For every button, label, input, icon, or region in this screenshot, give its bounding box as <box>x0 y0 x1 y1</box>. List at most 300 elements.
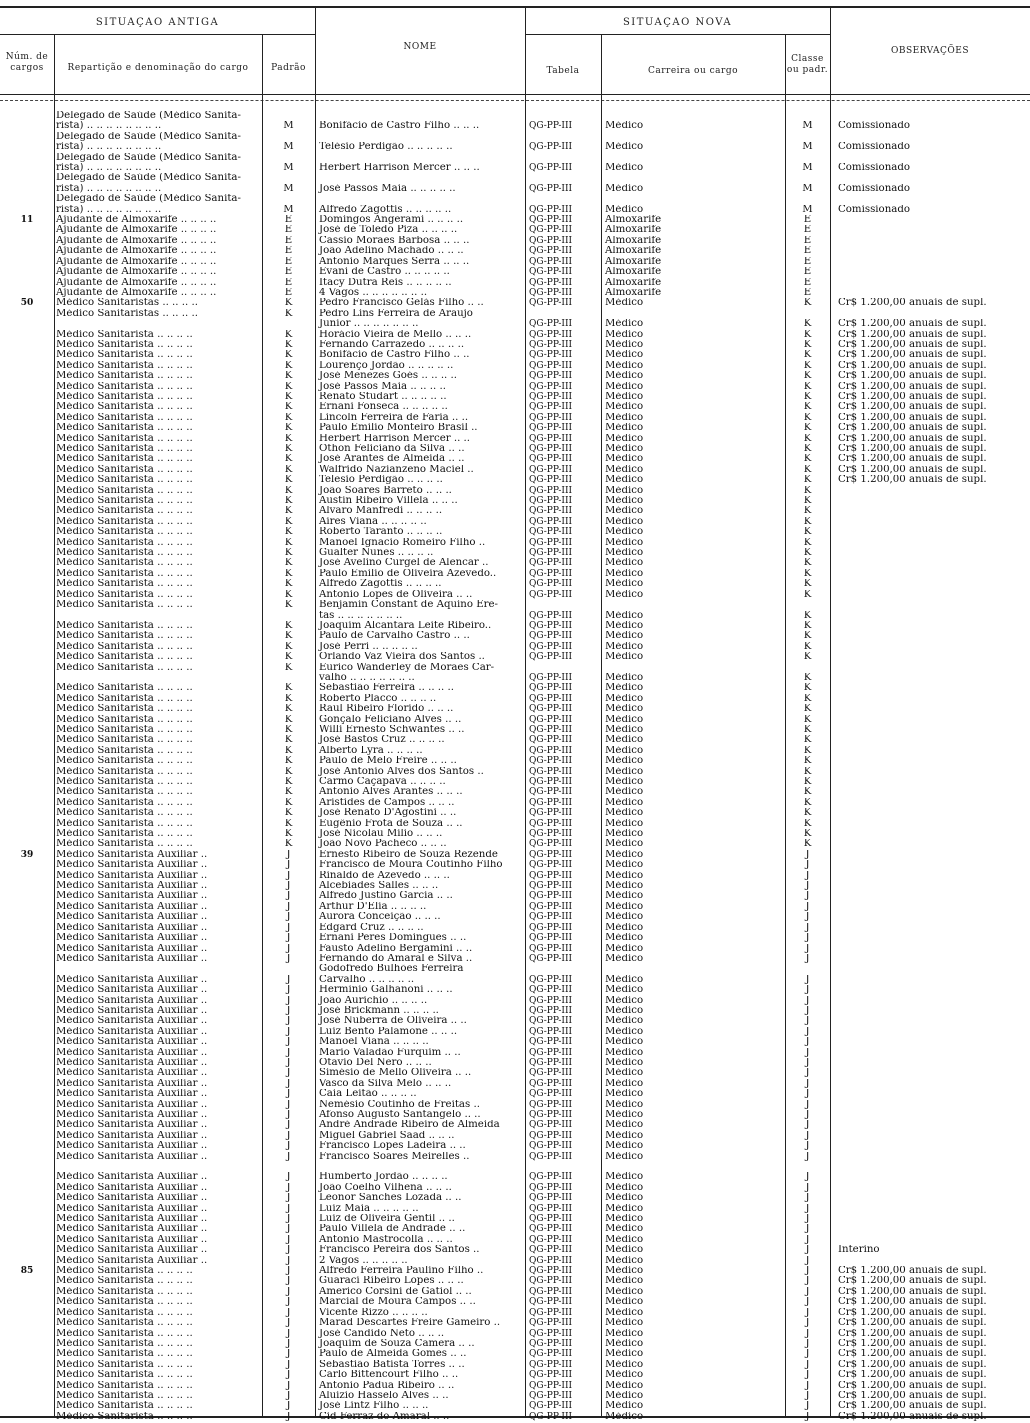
header-new-situation: SITUAÇAO NOVA <box>622 17 733 28</box>
classe-cell: K <box>803 808 812 819</box>
table-row <box>0 1152 1030 1162</box>
num-cargos-cell <box>0 205 54 215</box>
table-row <box>0 746 1030 756</box>
cargo-cell: Médico Sanitarista .. .. .. .. <box>56 496 193 507</box>
padrao-cell <box>262 153 315 163</box>
tabela-cell: QG-PP-III <box>529 142 573 153</box>
carreira-cell: Almoxarife <box>605 246 662 257</box>
classe-cell: J <box>805 1172 810 1183</box>
tabela-cell: QG-PP-III <box>529 579 573 590</box>
classe-cell: J <box>805 1078 810 1089</box>
classe-cell: K <box>803 298 812 309</box>
carreira-cell: Médico <box>605 829 644 840</box>
cargo-cell: Ajudante de Almoxarife .. .. .. .. <box>56 235 217 246</box>
observacoes-cell <box>830 194 1030 204</box>
tabela-cell: QG-PP-III <box>529 1255 573 1266</box>
padrao-cell <box>262 964 315 974</box>
nome-cell: Ernani Fonseca .. .. .. .. .. <box>319 402 448 413</box>
nome-cell: José Passos Maia .. .. .. .. .. <box>319 183 456 194</box>
tabela-cell: QG-PP-III <box>529 1380 573 1391</box>
num-cargos-cell <box>0 1391 54 1401</box>
observacoes-cell <box>830 1162 1030 1172</box>
classe-cell: J <box>805 1214 810 1225</box>
carreira-cell: Médico <box>605 464 644 475</box>
num-cargos-cell <box>0 1245 54 1255</box>
cargo-cell: Médico Sanitarista Auxiliar .. <box>56 1255 208 1266</box>
classe-cell: J <box>805 1047 810 1058</box>
num-cargos-cell <box>0 444 54 454</box>
cargo-cell: Médico Sanitarista Auxiliar .. <box>56 1151 208 1162</box>
nome-cell: Fernando Carrazedo .. .. .. .. <box>319 339 465 350</box>
table-row <box>0 194 1030 204</box>
carreira-cell <box>601 111 785 121</box>
observacoes-cell <box>830 590 1030 600</box>
table-row <box>0 1110 1030 1120</box>
observacoes-cell: Comissionado <box>838 183 910 194</box>
padrao-cell: J <box>286 1193 291 1204</box>
classe-cell: J <box>805 1370 810 1381</box>
carreira-cell: Médico <box>605 901 644 912</box>
nome-cell: Afonso Augusto Santangelo .. .. <box>319 1110 481 1120</box>
carreira-cell: Médico <box>605 391 644 402</box>
classe-cell: J <box>805 1130 810 1141</box>
tabela-cell: QG-PP-III <box>529 1234 573 1245</box>
nome-cell: Luiz de Oliveira Gentil .. .. <box>319 1214 455 1225</box>
tabela-cell: QG-PP-III <box>529 1057 573 1068</box>
tabela-cell: QG-PP-III <box>529 558 573 569</box>
classe-cell: K <box>803 464 812 475</box>
classe-cell: J <box>805 1255 810 1266</box>
observacoes-cell <box>830 1131 1030 1141</box>
padrao-cell: J <box>286 881 291 892</box>
num-cargos-cell <box>0 361 54 371</box>
padrao-cell: J <box>286 1234 291 1245</box>
table-row <box>0 1349 1030 1359</box>
num-cargos-cell <box>0 1276 54 1286</box>
padrao-cell: J <box>286 995 291 1006</box>
observacoes-cell <box>830 902 1030 912</box>
tabela-cell: QG-PP-III <box>529 444 573 454</box>
num-cargos-cell <box>0 777 54 787</box>
table-row <box>0 912 1030 922</box>
table-row <box>0 340 1030 350</box>
table-row <box>0 548 1030 558</box>
classe-cell: K <box>803 391 812 402</box>
cargo-cell: Médico Sanitarista .. .. .. .. <box>56 631 193 642</box>
num-cargos-cell <box>0 829 54 839</box>
nome-cell: José Passos Maia .. .. .. .. <box>319 381 446 392</box>
nome-cell: Francisco de Moura Coutinho Filho <box>319 860 503 871</box>
num-cargos-cell <box>0 756 54 766</box>
nome-cell: Antonio Alves Arantes .. .. .. <box>319 787 463 798</box>
nome-cell: Domingos Angerami .. .. .. .. <box>319 215 464 226</box>
tabela-cell: QG-PP-III <box>529 1401 573 1412</box>
observacoes-cell <box>830 1048 1030 1058</box>
carreira-cell <box>601 663 785 673</box>
tabela-cell: QG-PP-III <box>529 183 573 194</box>
padrao-cell <box>262 319 315 329</box>
padrao-cell: K <box>284 548 293 559</box>
classe-cell: E <box>803 287 812 298</box>
table-row <box>0 1037 1030 1047</box>
observacoes-cell <box>830 819 1030 829</box>
cargo-cell: Médico Sanitarista .. .. .. .. <box>56 735 193 746</box>
observacoes-cell <box>830 839 1030 849</box>
carreira-cell: Médico <box>605 683 644 694</box>
cargo-cell: Médico Sanitarista .. .. .. .. <box>56 339 193 350</box>
observacoes-cell <box>830 538 1030 548</box>
num-cargos-cell <box>0 673 54 683</box>
table-row <box>0 215 1030 225</box>
num-cargos-cell <box>0 923 54 933</box>
padrao-cell: K <box>284 683 293 694</box>
observacoes-cell <box>830 767 1030 777</box>
observacoes-cell <box>830 1068 1030 1078</box>
nome-cell: José Menezes Goés .. .. .. .. <box>319 371 458 382</box>
padrao-cell: J <box>286 1390 291 1401</box>
observacoes-cell <box>830 257 1030 267</box>
carreira-cell: Médico <box>605 1110 644 1120</box>
classe-cell: K <box>803 568 812 579</box>
classe-cell: K <box>803 402 812 413</box>
carreira-cell: Médico <box>605 1141 644 1152</box>
cargo-cell: Médico Sanitarista .. .. .. .. <box>56 485 193 496</box>
cargo-cell: Médico Sanitarista Auxiliar .. <box>56 1026 208 1037</box>
table-row <box>0 257 1030 267</box>
tabela-cell: QG-PP-III <box>529 735 573 746</box>
tabela-cell: QG-PP-III <box>529 672 573 683</box>
tabela-cell: QG-PP-III <box>529 1276 573 1287</box>
num-cargos-cell <box>0 163 54 173</box>
table-row <box>0 944 1030 954</box>
table-row <box>0 173 1030 183</box>
observacoes-cell <box>830 1120 1030 1130</box>
cargo-cell: Delegado de Saúde (Médico Sanita- <box>56 131 241 142</box>
nome-cell: Antonio Lopes de Oliveira .. .. <box>319 589 473 600</box>
observacoes-cell <box>830 923 1030 933</box>
table-row <box>0 1401 1030 1411</box>
table-row <box>0 517 1030 527</box>
nome-cell: Carlo Bittencourt Filho .. .. <box>319 1370 459 1381</box>
cargo-cell: Médico Sanitarista Auxiliar .. <box>56 1110 208 1120</box>
observacoes-cell <box>830 1256 1030 1266</box>
nome-cell: André Andrade Ribeiro de Almeida <box>319 1120 500 1131</box>
table-row <box>0 1370 1030 1380</box>
cargo-cell: Médico Sanitarista Auxiliar .. <box>56 995 208 1006</box>
nome-cell: Aires Viana .. .. .. .. .. <box>319 516 427 527</box>
tabela-cell: QG-PP-III <box>529 714 573 725</box>
table-row <box>0 569 1030 579</box>
observacoes-cell: Cr$ 1.200,00 anuais de supl. <box>838 350 987 361</box>
tabela-cell: QG-PP-III <box>529 204 573 215</box>
classe-cell: J <box>805 985 810 996</box>
classe-cell: J <box>805 1224 810 1235</box>
num-cargos-cell <box>0 434 54 444</box>
padrao-cell: J <box>286 1078 291 1089</box>
nome-cell: Alfredo Ferreira Paulino Filho .. <box>319 1266 484 1277</box>
table-row <box>0 132 1030 142</box>
num-cargos-cell <box>0 194 54 204</box>
cargo-cell: Médico Sanitarista .. .. .. .. <box>56 1349 193 1360</box>
padrao-cell: K <box>284 371 293 382</box>
carreira-cell <box>601 964 785 974</box>
table-row <box>0 246 1030 256</box>
num-cargos-cell <box>0 371 54 381</box>
cargo-cell: Ajudante de Almoxarife .. .. .. .. <box>56 215 217 226</box>
nome-cell: Aristides de Campos .. .. .. <box>319 797 455 808</box>
classe-cell: K <box>803 766 812 777</box>
observacoes-cell <box>830 1152 1030 1162</box>
classe-cell: E <box>803 267 812 278</box>
num-cargos-cell <box>0 1204 54 1214</box>
observacoes-cell <box>830 975 1030 985</box>
table-row <box>0 871 1030 881</box>
cargo-cell: Médico Sanitarista Auxiliar .. <box>56 891 208 902</box>
cargo-cell: Ajudante de Almoxarife .. .. .. .. <box>56 267 217 278</box>
observacoes-cell <box>830 1058 1030 1068</box>
classe-cell <box>785 1162 830 1172</box>
nome-cell: Otavio Del Nero .. .. .. <box>319 1057 432 1068</box>
nome-cell: José Avelino Curgel de Alencar .. <box>319 558 489 569</box>
classe-cell <box>785 964 830 974</box>
observacoes-cell <box>830 153 1030 163</box>
nome-cell: José de Toledo Piza .. .. .. .. <box>319 225 458 236</box>
cargo-cell: Médico Sanitarista Auxiliar .. <box>56 1099 208 1110</box>
num-cargos-cell <box>0 579 54 589</box>
observacoes-cell <box>830 944 1030 954</box>
num-cargos-cell <box>0 350 54 360</box>
num-cargos-cell <box>0 590 54 600</box>
tabela-cell: QG-PP-III <box>529 506 573 517</box>
padrao-cell: K <box>284 506 293 517</box>
carreira-cell: Médico <box>605 506 644 517</box>
carreira-cell: Almoxarife <box>605 256 662 267</box>
padrao-cell: E <box>284 287 293 298</box>
tabela-cell: QG-PP-III <box>529 808 573 819</box>
cargo-cell: Médico Sanitarista Auxiliar .. <box>56 860 208 871</box>
classe-cell: J <box>805 1338 810 1349</box>
tabela-cell: QG-PP-III <box>529 1328 573 1339</box>
carreira-cell: Médico <box>605 516 644 527</box>
tabela-cell: QG-PP-III <box>529 901 573 912</box>
padrao-cell: J <box>286 1068 291 1079</box>
tabela-cell: QG-PP-III <box>529 548 573 559</box>
padrao-cell: J <box>286 1318 291 1329</box>
num-cargos-cell <box>0 1058 54 1068</box>
tabela-cell: QG-PP-III <box>529 1120 573 1131</box>
nome-cell: Antonio Marques Serra .. .. .. <box>319 256 470 267</box>
padrao-cell: J <box>286 933 291 944</box>
padrao-cell: J <box>286 1110 291 1120</box>
padrao-cell: E <box>284 235 293 246</box>
padrao-cell: K <box>284 402 293 413</box>
padrao-cell: J <box>286 1099 291 1110</box>
num-cargos-cell <box>0 121 54 131</box>
classe-cell: J <box>805 1110 810 1120</box>
padrao-cell: J <box>286 985 291 996</box>
num-cargos-cell <box>0 173 54 183</box>
tabela-cell: QG-PP-III <box>529 1110 573 1120</box>
observacoes-cell: Cr$ 1.200,00 anuais de supl. <box>838 1318 987 1329</box>
nome-cell: Willi Ernesto Schwantes .. .. <box>319 724 465 735</box>
table-row <box>0 902 1030 912</box>
cargo-cell: Ajudante de Almoxarife .. .. .. .. <box>56 256 217 267</box>
carreira-cell: Médico <box>605 183 644 194</box>
table-row <box>0 465 1030 475</box>
observacoes-cell <box>830 850 1030 860</box>
table-row <box>0 1120 1030 1130</box>
num-cargos-cell <box>0 944 54 954</box>
cargo-cell: Médico Sanitarista .. .. .. .. <box>56 371 193 382</box>
classe-cell: J <box>805 1026 810 1037</box>
padrao-cell: K <box>284 745 293 756</box>
tabela-cell: QG-PP-III <box>529 339 573 350</box>
table-row <box>0 1318 1030 1328</box>
padrao-cell <box>262 132 315 142</box>
carreira-cell <box>601 1162 785 1172</box>
padrao-cell: M <box>283 142 294 153</box>
carreira-cell: Médico <box>605 381 644 392</box>
table-row <box>0 850 1030 860</box>
table-row <box>0 590 1030 600</box>
cargo-cell: Médico Sanitarista Auxiliar .. <box>56 1234 208 1245</box>
num-cargos-cell <box>0 1027 54 1037</box>
carreira-cell: Médico <box>605 579 644 590</box>
classe-cell: E <box>803 225 812 236</box>
classe-cell: K <box>803 839 812 850</box>
num-cargos-cell <box>0 142 54 152</box>
padrao-cell: K <box>284 537 293 548</box>
carreira-cell: Médico <box>605 1214 644 1225</box>
tabela-cell: QG-PP-III <box>529 1214 573 1225</box>
num-cargos-cell <box>0 1183 54 1193</box>
num-cargos-cell <box>0 454 54 464</box>
num-cargos-cell <box>0 683 54 693</box>
classe-cell <box>785 194 830 204</box>
tabela-cell: QG-PP-III <box>529 620 573 631</box>
padrao-cell: K <box>284 829 293 840</box>
padrao-cell: K <box>284 766 293 777</box>
observacoes-cell <box>830 912 1030 922</box>
tabela-cell: QG-PP-III <box>529 860 573 871</box>
carreira-cell: Médico <box>605 402 644 413</box>
table-row <box>0 1245 1030 1255</box>
header-rule-mid <box>0 34 315 35</box>
padrao-cell: J <box>286 1401 291 1412</box>
carreira-cell <box>601 132 785 142</box>
padrao-cell <box>262 173 315 183</box>
num-cargos-cell <box>0 1068 54 1078</box>
carreira-cell: Médico <box>605 568 644 579</box>
table-row <box>0 704 1030 714</box>
carreira-cell: Médico <box>605 1130 644 1141</box>
carreira-cell: Médico <box>605 1390 644 1401</box>
table-row <box>0 558 1030 568</box>
nome-cell: Luiz Bento Palamone .. .. .. <box>319 1026 458 1037</box>
num-cargos-cell <box>0 1287 54 1297</box>
tabela-cell: QG-PP-III <box>529 797 573 808</box>
num-cargos-cell <box>0 954 54 964</box>
padrao-cell: K <box>284 724 293 735</box>
num-cargos-cell <box>0 725 54 735</box>
tabela-cell <box>525 173 601 183</box>
classe-cell: J <box>805 1089 810 1100</box>
observacoes-cell <box>830 631 1030 641</box>
carreira-cell: Médico <box>605 339 644 350</box>
num-cargos-cell <box>0 600 54 610</box>
num-cargos-cell <box>0 413 54 423</box>
classe-cell: J <box>805 1349 810 1360</box>
cargo-cell: Médico Sanitarista Auxiliar .. <box>56 912 208 923</box>
padrao-cell: K <box>284 454 293 465</box>
table-row <box>0 371 1030 381</box>
cargo-cell: Médico Sanitarista .. .. .. .. <box>56 787 193 798</box>
cargo-cell: Médico Sanitarista .. .. .. .. <box>56 693 193 704</box>
nome-cell: José Candido Neto .. .. .. <box>319 1328 445 1339</box>
table-row <box>0 891 1030 901</box>
cargo-cell: Médico Sanitarista .. .. .. .. <box>56 475 193 486</box>
header-padrao: Padrão <box>271 63 306 73</box>
nome-cell: Vicente Rizzo .. .. .. .. <box>319 1307 428 1318</box>
padrao-cell: J <box>286 901 291 912</box>
observacoes-cell: Cr$ 1.200,00 anuais de supl. <box>838 298 987 309</box>
carreira-cell: Médico <box>605 1016 644 1027</box>
observacoes-cell <box>830 486 1030 496</box>
tabela-cell: QG-PP-III <box>529 496 573 507</box>
cargo-cell: Médico Sanitarista .. .. .. .. <box>56 1411 193 1422</box>
nome-cell: Aurora Conceição .. .. .. <box>319 912 441 923</box>
padrao-cell: J <box>286 1203 291 1214</box>
cargo-cell: Delegado de Saúde (Médico Sanita- <box>56 173 241 184</box>
nome-cell <box>315 194 525 204</box>
table-row <box>0 361 1030 371</box>
observacoes-cell <box>830 1016 1030 1026</box>
tabela-cell: QG-PP-III <box>529 1349 573 1360</box>
observacoes-cell: Comissionado <box>838 142 910 153</box>
observacoes-cell: Comissionado <box>838 204 910 215</box>
classe-cell: J <box>805 891 810 902</box>
cargo-cell: Médico Sanitarista Auxiliar .. <box>56 881 208 892</box>
tabela-cell: QG-PP-III <box>529 974 573 985</box>
classe-cell: K <box>803 631 812 642</box>
num-cargos-cell <box>0 309 54 319</box>
tabela-cell: QG-PP-III <box>529 1245 573 1256</box>
carreira-cell: Médico <box>605 1286 644 1297</box>
padrao-cell: K <box>284 579 293 590</box>
tabela-cell: QG-PP-III <box>529 777 573 787</box>
carreira-cell: Médico <box>605 1203 644 1214</box>
observacoes-cell <box>830 1183 1030 1193</box>
carreira-cell: Médico <box>605 766 644 777</box>
carreira-cell: Almoxarife <box>605 267 662 278</box>
tabela-cell: QG-PP-III <box>529 1266 573 1277</box>
nome-cell: Bonifácio de Castro Filho .. .. <box>319 350 470 361</box>
table-row <box>0 996 1030 1006</box>
tabela-cell: QG-PP-III <box>529 995 573 1006</box>
carreira-cell: Médico <box>605 1068 644 1079</box>
tabela-cell: QG-PP-III <box>529 1193 573 1204</box>
padrao-cell: J <box>286 1120 291 1131</box>
tabela-cell: QG-PP-III <box>529 412 573 423</box>
padrao-cell: M <box>283 183 294 194</box>
nome-cell: Nemésio Coutinho de Freitas .. <box>319 1099 480 1110</box>
classe-cell: J <box>805 1266 810 1277</box>
cargo-cell: Médico Sanitarista .. .. .. .. <box>56 745 193 756</box>
table-row <box>0 1297 1030 1307</box>
observacoes-cell: Cr$ 1.200,00 anuais de supl. <box>838 454 987 465</box>
padrao-cell: J <box>286 860 291 871</box>
observacoes-cell <box>830 309 1030 319</box>
